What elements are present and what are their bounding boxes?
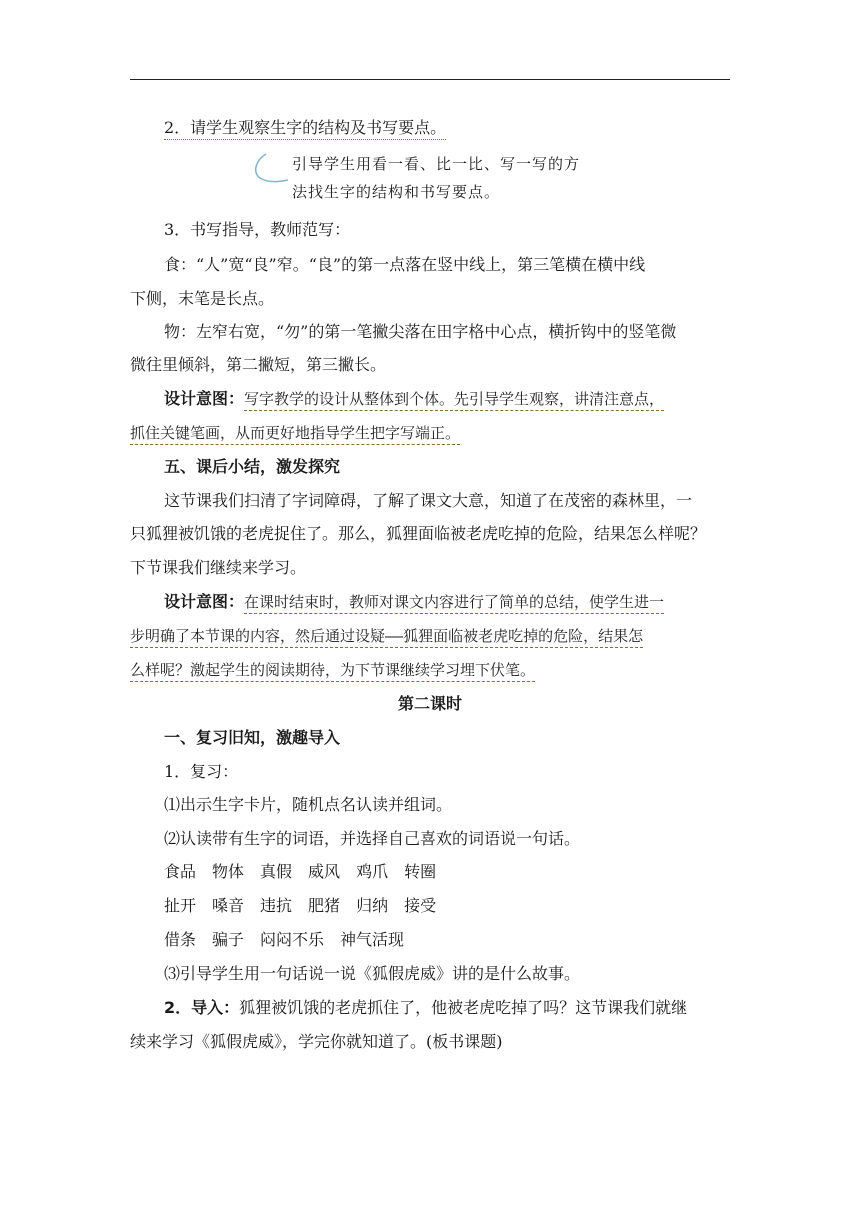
summary-2: 只狐狸被饥饿的老虎捉住了。那么，狐狸面临被老虎吃掉的危险，结果怎么样呢？ — [130, 524, 707, 543]
word: 归纳 — [356, 896, 389, 915]
wu-guide-1: 物：左窄右宽，“勿”的第一笔撇尖落在田字格中心点，横折钩中的竖笔微 — [164, 322, 677, 341]
word: 鸡爪 — [356, 862, 389, 881]
design-intent-1b: 抓住关键笔画，从而更好地指导学生把字写端正。 — [130, 423, 730, 443]
word: 真假 — [260, 862, 293, 881]
section-1-heading: 一、复习旧知，激趣导入 — [164, 728, 341, 747]
word: 转圈 — [404, 862, 437, 881]
design-intent-1: 设计意图：写字教学的设计从整体到个体。先引导学生观察，讲清注意点， — [130, 389, 730, 409]
review-1: ⑴出示生字卡片，随机点名认读并组词。 — [164, 795, 453, 814]
review-3: ⑶引导学生用一句话说一说《狐假虎威》讲的是什么故事。 — [164, 964, 581, 983]
word: 食品 — [164, 862, 197, 881]
word-row-2 — [130, 896, 730, 916]
design-intent-2b: 步明确了本节课的内容，然后通过设疑——狐狸面临被老虎吃掉的危险，结果怎 — [130, 626, 730, 646]
annotation-line-1: 引导学生用看一看、比一比、写一写的方 — [292, 155, 581, 173]
word: 接受 — [404, 896, 437, 915]
word: 违抗 — [260, 896, 293, 915]
shi-guide-2: 下侧，末笔是长点。 — [130, 289, 275, 308]
word: 肥猪 — [308, 896, 341, 915]
word: 嗓音 — [212, 896, 245, 915]
intro-2: 续来学习《狐假虎威》，学完你就知道了。(板书课题) — [130, 1032, 503, 1051]
annotation-arrow-icon — [248, 150, 292, 186]
section-5-heading: 五、课后小结，激发探究 — [164, 457, 341, 476]
design-intent-2c: 么样呢？激起学生的阅读期待，为下节课继续学习埋下伏笔。 — [130, 660, 730, 680]
lesson-2-title: 第二课时 — [397, 694, 462, 713]
review-step: 1．复习： — [164, 762, 239, 781]
shi-guide-1: 食：“人”宽“良”窄。“良”的第一点落在竖中线上，第三笔横在横中线 — [164, 255, 646, 274]
word: 扯开 — [164, 896, 197, 915]
design-intent-2: 设计意图：在课时结束时，教师对课文内容进行了简单的总结，使学生进一 — [130, 592, 730, 612]
word-row-1 — [130, 862, 730, 882]
step-3: 3．书写指导，教师范写： — [164, 220, 351, 239]
header-rule — [130, 79, 730, 80]
wu-guide-2: 微往里倾斜，第二撇短，第三撇长。 — [130, 355, 387, 374]
word-row-3 — [130, 930, 730, 950]
word: 物体 — [212, 862, 245, 881]
word: 威风 — [308, 862, 341, 881]
intro-1: 2．导入：狐狸被饥饿的老虎抓住了，他被老虎吃掉了吗？这节课我们就继 — [164, 998, 688, 1017]
summary-3: 下节课我们继续来学习。 — [130, 558, 307, 577]
summary-1: 这节课我们扫清了字词障碍，了解了课文大意，知道了在茂密的森林里，一 — [164, 491, 693, 510]
word: 闷闷不乐 — [260, 930, 325, 949]
word: 借条 — [164, 930, 197, 949]
annotation-line-2: 法找生字的结构和书写要点。 — [292, 183, 501, 201]
review-2: ⑵认读带有生字的词语，并选择自己喜欢的词语说一句话。 — [164, 829, 581, 848]
word: 神气活现 — [340, 930, 405, 949]
step-2: 2．请学生观察生字的结构及书写要点。 — [130, 118, 730, 138]
word: 骗子 — [212, 930, 245, 949]
